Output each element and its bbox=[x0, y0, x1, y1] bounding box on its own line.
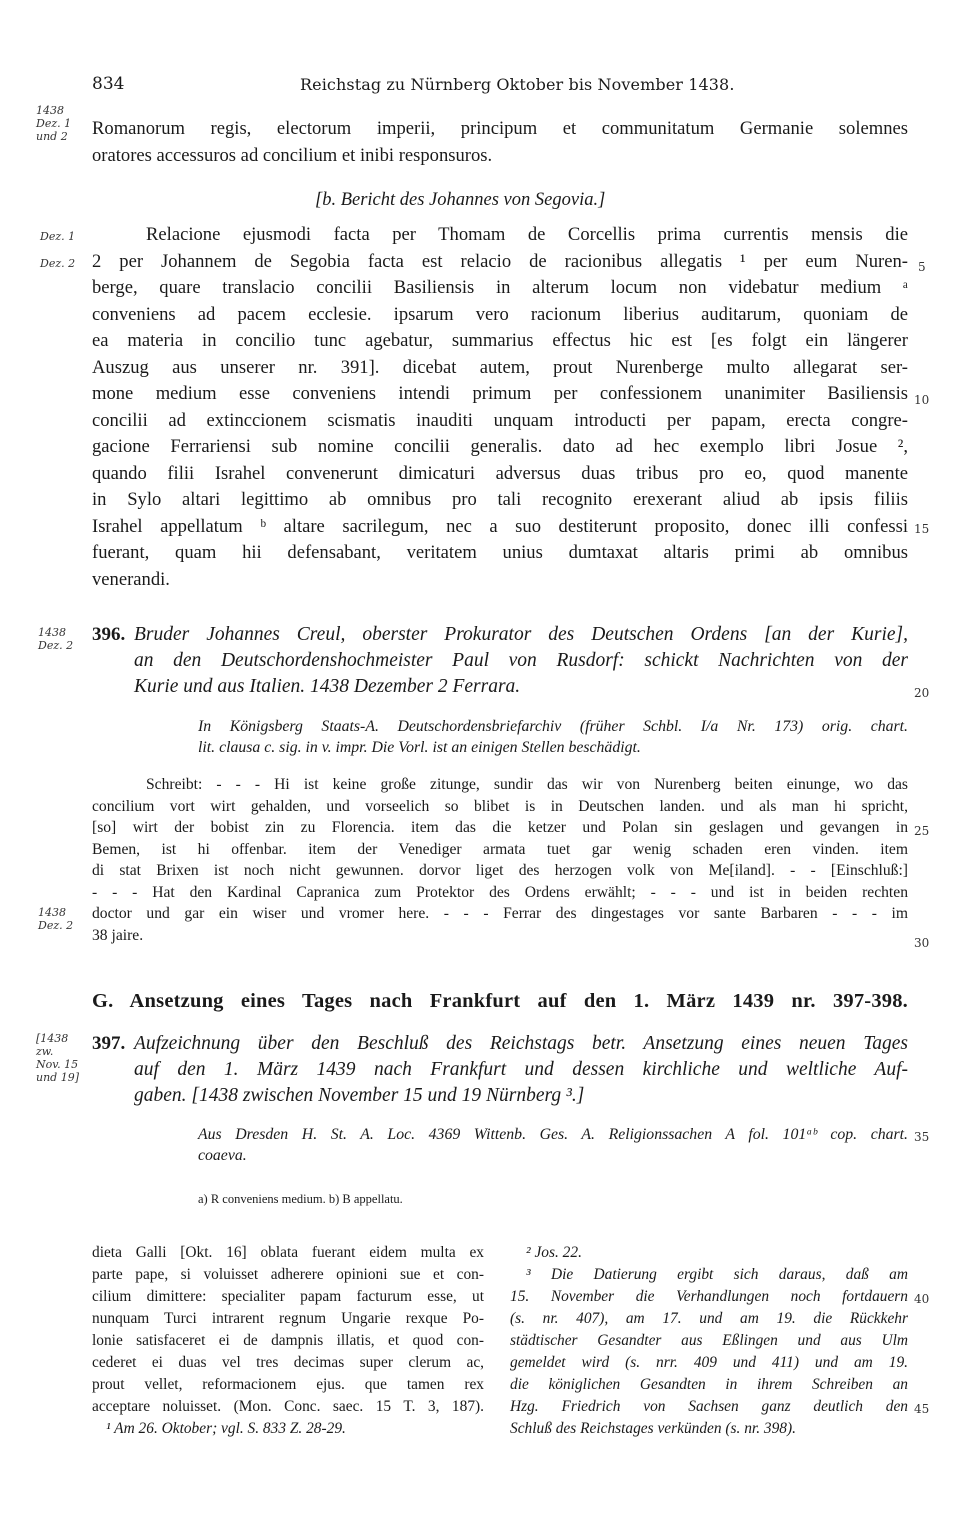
line-number-5: 5 bbox=[918, 260, 926, 274]
line-number-10: 10 bbox=[914, 393, 930, 407]
doc396-title: Bruder Johannes Creul, oberster Prokurator des Deutschen Ordens [an der Kurie], an den Deutschordenshochmeister Paul von Rusdorf: schickt Nachrichten von der Kurie und aus Italien. 1438 Dezember 2 Ferrara. bbox=[134, 624, 908, 697]
intro-text: Romanorum regis, electorum imperii, principum et communitatum Germanie solemnes oratores accessuros ad concilium et inibi responsuros. bbox=[92, 118, 908, 166]
doc396-letter-margin-date: 1438 Dez. 2 bbox=[38, 906, 74, 932]
section-b-heading: [b. Bericht des Johannes von Segovia.] bbox=[315, 190, 606, 210]
footnotes-right-column: ² Jos. 22. ³ Die Datierung ergibt sich daraus, daß am 15. November die Verhandlungen noch fortdauern (s. nr. 407), am 17. und am 19. die Rückkehr städtischer Gesandter aus Eßlingen und aus Ulm gemeldet wird (s. nrr. 409 und 411) und am 19. die königlichen Gesandten in ihrem Schreiben an Hzg. Friedrich von Sachsen ganz deutlich den Schluß des Reichstages verkünden (s. nr. 398). bbox=[510, 1244, 908, 1437]
section-b-date-2: Dez. 2 bbox=[40, 257, 76, 270]
doc396-margin-date: 1438 Dez. 2 bbox=[38, 626, 74, 652]
doc397-number: 397. bbox=[92, 1033, 126, 1054]
line-number-40: 40 bbox=[914, 1292, 930, 1306]
section-b-body: Relacione ejusmodi facta per Thomam de Corcellis prima currentis mensis die 2 per Johannem de Segobia facta est relacio de racionibus allegatis ¹ per eum Nuren- berge, quare translacio concilii Basiliensis in alterum locum non videbatur medium ᵃ conveniens ad pacem ecclesie. ipsarum vero racionum liberius auditarum, quoniam de ea materia in concilio tunc agebatur, summarius effectus hic est [es folgt ein längerer Auszug aus unserer nr. 391]. dicebat autem, prout Nurenberge multo allegarat ser- mone medium esse conveniens intendi primum per confessionem unanimiter Basiliensis concilii ad extinccionem scismatis inauditi unquam introducti per papam, erecta congre- gacione Ferrariensi sub nomine concilii generalis. dato ad hec exemplo libri Josue ², quando filii Israhel convenerunt dimicaturi adversus duas tribus pro eo, quod manente in Sylo altari legittimo ab omnibus pro tali recognito erexerant aliud ab ipsis filiis Israhel appellatum ᵇ altare sacrilegum, nec a suo destiterunt proposito, donec illi confessi fuerant, quam hii defensabant, veritatem unius dumtaxat altaris primi ab omnibus venerandi. bbox=[92, 224, 908, 590]
line-number-30: 30 bbox=[914, 936, 930, 950]
line-number-20: 20 bbox=[914, 686, 930, 700]
page-number: 834 bbox=[92, 74, 125, 94]
running-title: Reichstag zu Nürnberg Oktober bis November 1438. bbox=[300, 75, 735, 94]
line-number-15: 15 bbox=[914, 522, 930, 536]
chapter-g-heading: G. Ansetzung eines Tages nach Frankfurt auf den 1. März 1439 nr. 397-398. bbox=[92, 990, 908, 1012]
doc397-margin-date: [1438 zw. Nov. 15 und 19] bbox=[36, 1032, 79, 1084]
line-number-35: 35 bbox=[914, 1130, 930, 1144]
doc397-title: Aufzeichnung über den Beschluß des Reichstags betr. Ansetzung eines neuen Tages auf den 1. März 1439 nach Frankfurt und dessen kirchliche und weltliche Auf- gaben. [1438 zwischen November 15 und 19 Nürnberg ³.] bbox=[134, 1033, 908, 1106]
doc397-source: Aus Dresden H. St. A. Loc. 4369 Wittenb. Ges. A. Religionssachen A fol. 101ᵃᵇ cop. chart. coaeva. bbox=[198, 1126, 908, 1164]
line-number-25: 25 bbox=[914, 824, 930, 838]
doc396-source: In Königsberg Staats-A. Deutschordensbriefarchiv (früher Schbl. I/a Nr. 173) orig. chart. lit. clausa c. sig. in v. impr. Die Vorl. ist an einigen Stellen beschädigt. bbox=[198, 718, 908, 756]
doc396-number: 396. bbox=[92, 624, 126, 645]
intro-margin-date: 1438 Dez. 1 und 2 bbox=[36, 104, 72, 143]
doc396-letter: Schreibt: - - - Hi ist keine große zitunge, sundir das wir von Nurenberg beiten einunge, wo das concilium vort wirt gehalden, und vorseelich so blibet is in Deutschen landen. und als man hi spricht, [so] wirt der bobist zin zu Florencia. item das die ketzer und Polan sin geslagen und gevangen in Bemen, ist hi offenbar. item der Venediger armata tuet gar wenig schaden eren vinden. item di stat Brixen ist noch nicht gewunnen. dorvor liget des herzogen volk von Me[iland]. - - [Einschluß:] - - - Hat den Kardinal Capranica zum Protektor des Ordens erwählt; - - - und ist in beiden rechten doctor und gar ein wiser und vromer here. - - - Ferrar des dingestages vor sante Barbaren - - - im 38 jaire. bbox=[92, 776, 908, 944]
section-b-date-1: Dez. 1 bbox=[40, 230, 76, 243]
critical-apparatus: a) R conveniens medium. b) B appellatu. bbox=[198, 1192, 403, 1206]
line-number-45: 45 bbox=[914, 1402, 930, 1416]
footnotes-left-column: dieta Galli [Okt. 16] oblata fuerant eidem multa ex parte pape, si voluisset adherere opinioni sue et con- cilium dimittere: specialiter papam facturum esse, ut nunquam Turci intrarent regnum Ungarie rexque Po- lonie satisfaceret ei de dampnis illatis, et quod con- cederet ei duas vel tres decimas super clerum ac, prout vellet, reformacionem ejus. que tamen rex acceptare noluisset. (Mon. Conc. saec. 15 T. 3, 187). ¹ Am 26. Oktober; vgl. S. 833 Z. 28-29. bbox=[92, 1244, 484, 1437]
